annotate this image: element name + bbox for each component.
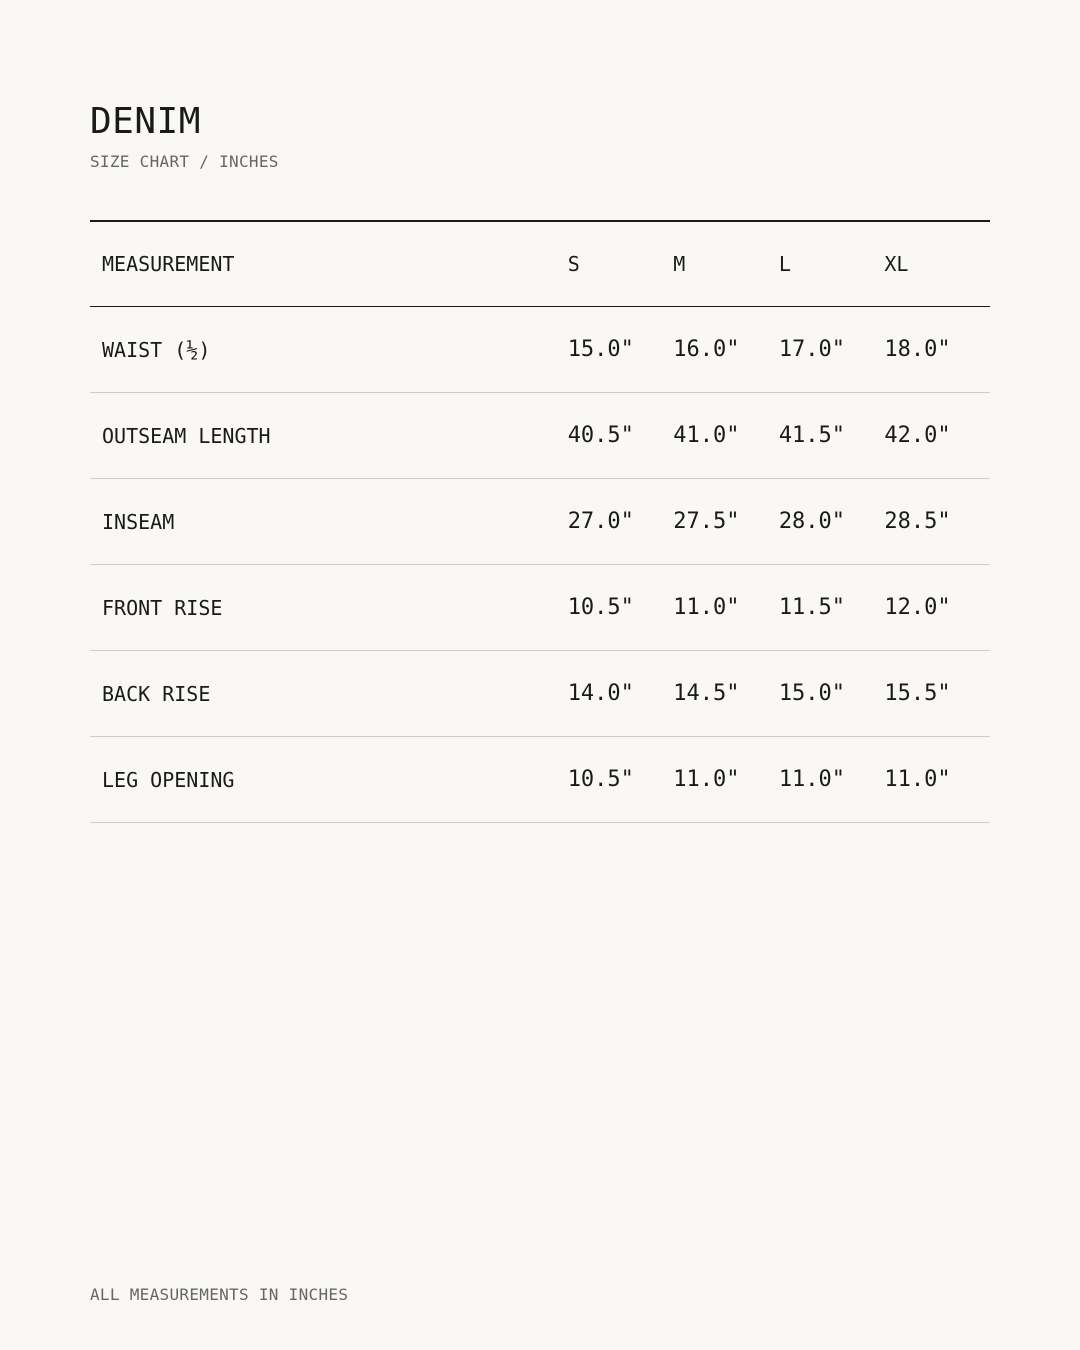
column-header-s: S xyxy=(568,221,674,307)
column-header-measurement: MEASUREMENT xyxy=(90,221,568,307)
column-header-l: L xyxy=(779,221,885,307)
table-row xyxy=(90,307,990,393)
footer-note: ALL MEASUREMENTS IN INCHES xyxy=(90,1285,349,1304)
cell-leg-opening-l: 11.0" xyxy=(779,737,885,823)
cell-inseam-xl: 28.5" xyxy=(884,479,990,565)
table-body xyxy=(90,307,990,823)
cell-inseam-m: 27.5" xyxy=(673,479,779,565)
column-header-xl: XL xyxy=(884,221,990,307)
cell-back-rise-l: 15.0" xyxy=(779,651,885,737)
cell-front-rise-l: 11.5" xyxy=(779,565,885,651)
cell-back-rise-s: 14.0" xyxy=(568,651,674,737)
cell-front-rise-m: 11.0" xyxy=(673,565,779,651)
cell-outseam-m: 41.0" xyxy=(673,393,779,479)
cell-waist-xl: 18.0" xyxy=(884,307,990,393)
cell-waist-m: 16.0" xyxy=(673,307,779,393)
size-chart-table xyxy=(90,220,990,823)
row-label-front-rise: FRONT RISE xyxy=(90,565,568,651)
row-label-inseam: INSEAM xyxy=(90,479,568,565)
table-row xyxy=(90,393,990,479)
cell-inseam-l: 28.0" xyxy=(779,479,885,565)
table-header-row xyxy=(90,221,990,307)
cell-outseam-xl: 42.0" xyxy=(884,393,990,479)
page-subtitle: SIZE CHART / INCHES xyxy=(90,152,279,171)
page-title: DENIM xyxy=(90,101,201,142)
cell-front-rise-xl: 12.0" xyxy=(884,565,990,651)
cell-outseam-s: 40.5" xyxy=(568,393,674,479)
table-row xyxy=(90,651,990,737)
cell-outseam-l: 41.5" xyxy=(779,393,885,479)
table-row xyxy=(90,479,990,565)
row-label-leg-opening: LEG OPENING xyxy=(90,737,568,823)
row-label-back-rise: BACK RISE xyxy=(90,651,568,737)
column-header-m: M xyxy=(673,221,779,307)
cell-waist-l: 17.0" xyxy=(779,307,885,393)
cell-waist-s: 15.0" xyxy=(568,307,674,393)
cell-leg-opening-xl: 11.0" xyxy=(884,737,990,823)
cell-back-rise-xl: 15.5" xyxy=(884,651,990,737)
cell-leg-opening-m: 11.0" xyxy=(673,737,779,823)
table-row xyxy=(90,737,990,823)
row-label-waist: WAIST (½) xyxy=(90,307,568,393)
row-label-outseam-length: OUTSEAM LENGTH xyxy=(90,393,568,479)
cell-leg-opening-s: 10.5" xyxy=(568,737,674,823)
table-header xyxy=(90,221,990,307)
table-row xyxy=(90,565,990,651)
cell-front-rise-s: 10.5" xyxy=(568,565,674,651)
cell-inseam-s: 27.0" xyxy=(568,479,674,565)
cell-back-rise-m: 14.5" xyxy=(673,651,779,737)
